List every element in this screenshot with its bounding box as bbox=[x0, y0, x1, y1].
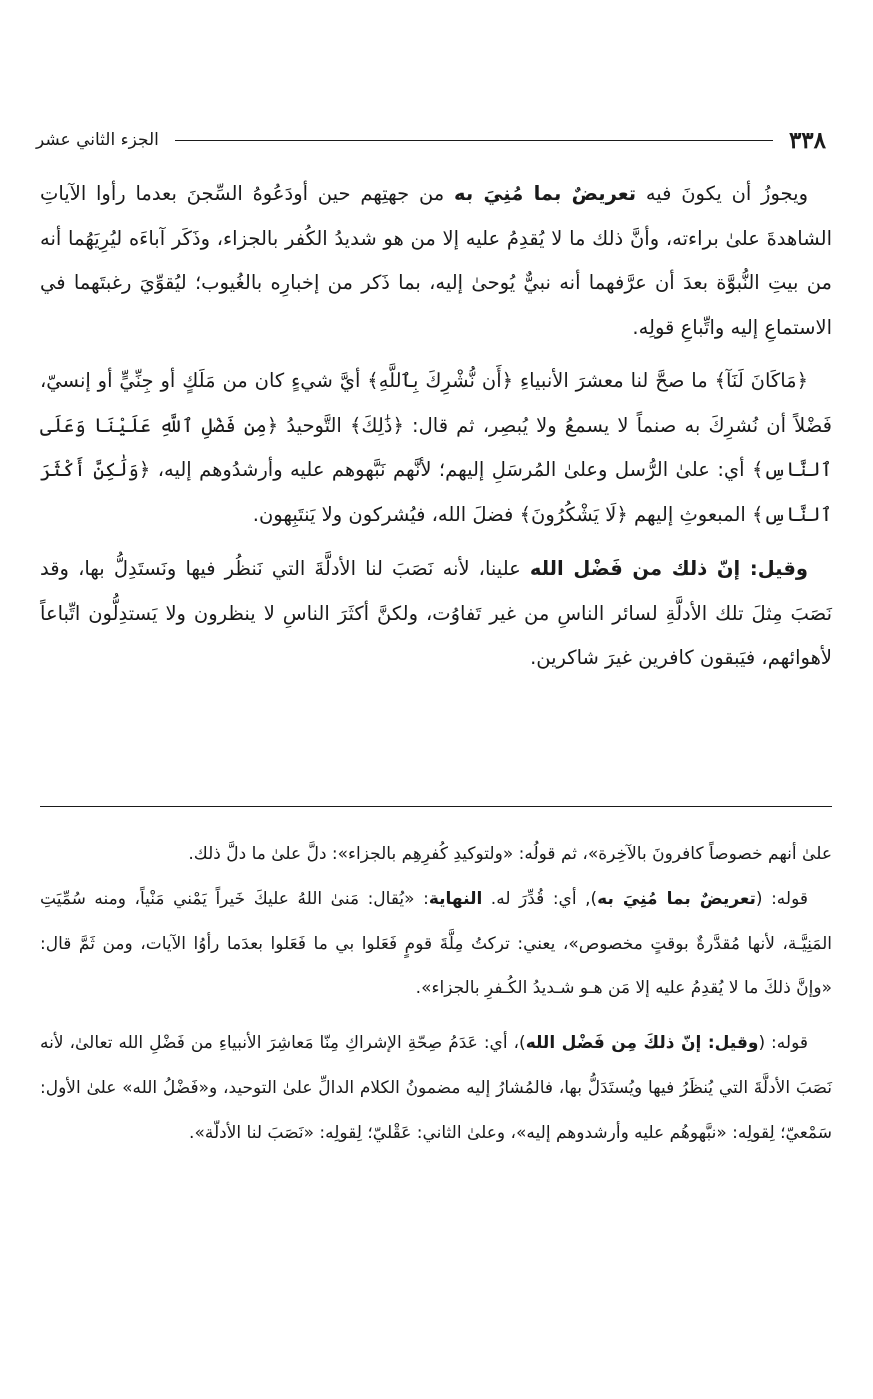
quran-quote: ﴿مِن فَضْلِ ٱللَّهِ عَلَيْنَا وَعَلَى ٱلنَّاسِ﴾ bbox=[40, 413, 832, 481]
emphasis-text: وقيل: bbox=[740, 557, 808, 580]
text-run: التَّوحيدُ bbox=[278, 413, 350, 437]
running-title: الجزء الثاني عشر bbox=[36, 130, 159, 150]
text-run: علينا، لأنه نَصَبَ لنا الأدلَّةَ التي نَنظُر فيها ونَستَدِلُّ بها، وقد نَصَبَ مِثلَ تلك الأدلَّةِ لسائر الناسِ من غير تَفاوُت، ولكنَّ أكثَرَ الناسِ لا ينظرون ولا يَستدِلُّون اتِّباعاً لأهوائهم، فيَبقون كافرين غيرَ شاكرين. bbox=[40, 557, 832, 669]
text-run: ويجوزُ أن يكونَ فيه bbox=[636, 182, 808, 205]
quran-quote: ﴿لَا يَشْكُرُونَ﴾ bbox=[519, 502, 628, 526]
main-paragraph-1 bbox=[40, 172, 832, 350]
text-run: ), أي: قُدِّرَ له. bbox=[482, 888, 598, 909]
page-header bbox=[36, 122, 826, 158]
text-run: فضلَ الله، فيُشركون ولا يَنتَبِهون. bbox=[252, 502, 520, 526]
note-1: علىٰ أنهم خصوصاً كافرونَ بالآخِرة»، ثم قولُه: «ولتوكيدِ كُفرِهِم بالجزاء»: دلَّ علىٰ ما دلَّ ذلك. bbox=[188, 844, 832, 864]
emphasis-text: تعريضٌ بما مُنِيَ به bbox=[597, 888, 756, 909]
quran-quote: ﴿أَن نُّشْرِكَ بِٱللَّهِ﴾ bbox=[367, 369, 514, 392]
note-2 bbox=[40, 877, 832, 1011]
text-run: قوله: ( bbox=[755, 888, 809, 909]
quran-quote: ﴿ذَٰلِكَ﴾ bbox=[349, 413, 404, 437]
quran-quote: ﴿مَاكَانَ لَنَآ﴾ bbox=[714, 369, 809, 392]
emphasis-text: تعريضٌ بما مُنِيَ به bbox=[454, 182, 637, 205]
text-run: ما صحَّ لنا معشرَ الأنبياءِ bbox=[513, 369, 715, 392]
source-name: النهاية bbox=[428, 888, 483, 909]
main-text bbox=[40, 172, 832, 681]
text-run: )، أي: عَدَمُ صِحّةِ الإشراكِ مِنّا مَعاشِرَ الأنبياءِ من فَضْلِ الله تعالىٰ، لأنه نَصَبَ الأدلَّةَ التي يُنظَرُ فيها ويُستَدَلُّ بها، فالمُشارُ إليه مضمونُ الكلام الدالِّ علىٰ التوحيد، و«فَضْلُ الله» علىٰ الأول: سَمْعيّ؛ لِقولِه: «نبَّهوهُم عليه وأرشدوهم إليه»، وعلىٰ الثاني: عَقْليّ؛ لِقولِه: «نَصَبَ لنا الأدلّة». bbox=[40, 1033, 832, 1143]
text-run: قوله: ( bbox=[758, 1033, 808, 1054]
text-run: أيَّ شيءٍ كان من مَلَكٍ أو جِنِّيٍّ أو إنسيّ، فَضْلاً أن نُشرِكَ به صنماً لا يسمعُ ولا يُبصِر، ثم قال: bbox=[40, 369, 833, 437]
main-paragraph-3 bbox=[40, 547, 832, 681]
main-paragraph-2 bbox=[40, 359, 832, 537]
text-run: : «يُقال: مَنىٰ اللهُ عليكَ خَيراً يَمْني مَنْياً، ومنه سُمِّيَتِ المَنِيَّـة، لأنها مُقدَّرةٌ بوقتٍ مخصوص»، يعني: تركتُ مِلَّةَ قومٍ فَعَلوا بي ما فَعَلوا بعدَما رأوُا الآيات، ومن ثَمَّ قال: «وإنَّ ذلكَ ما لا يُقدِمُ عليه إلا مَن هـو شـديدُ الكُـفرِ بالجزاء». bbox=[40, 888, 832, 999]
text-run: من جهتِهم حين أودَعُوهُ السِّجنَ بعدما رأوا الآياتِ الشاهدةَ علىٰ براءته، وأنَّ ذلك ما لا يُقدِمُ عليه إلا من هو شديدُ الكُفر بالجزاء، وذَكَر آباءَه ليُرِيَهُما أنه من بيتِ النُّبوَّة بعدَ أن عرَّفهما أنه نبيٌّ يُوحىٰ إليه، بما ذَكر من إخبارِه بالغُيوب؛ ليُقوِّيَ رغبتَهما في الاستماعِ إليه واتِّباعِ قولِه. bbox=[40, 182, 832, 339]
emphasis-text: وقيل: إنّ ذلكَ مِن فَضْل الله bbox=[525, 1033, 759, 1054]
text-run: أي: علىٰ الرُّسل وعلىٰ المُرسَلِ إليهم؛ لأنَّهم نَبَّهوهم عليه وأرشدُوهم إليه، bbox=[150, 458, 753, 481]
text-run: المبعوثِ إليهم bbox=[627, 502, 753, 526]
header-rule bbox=[175, 140, 773, 141]
quran-quote: ﴿وَلَٰكِنَّ أَكْثَرَ ٱلنَّاسِ﴾ bbox=[40, 458, 832, 526]
emphasis-text: إنّ ذلك من فَضْل الله bbox=[529, 557, 741, 580]
page-number: ٣٣٨ bbox=[788, 126, 826, 154]
note-3 bbox=[40, 1021, 832, 1155]
commentary-notes bbox=[40, 832, 832, 1156]
footnote-separator bbox=[40, 806, 832, 807]
